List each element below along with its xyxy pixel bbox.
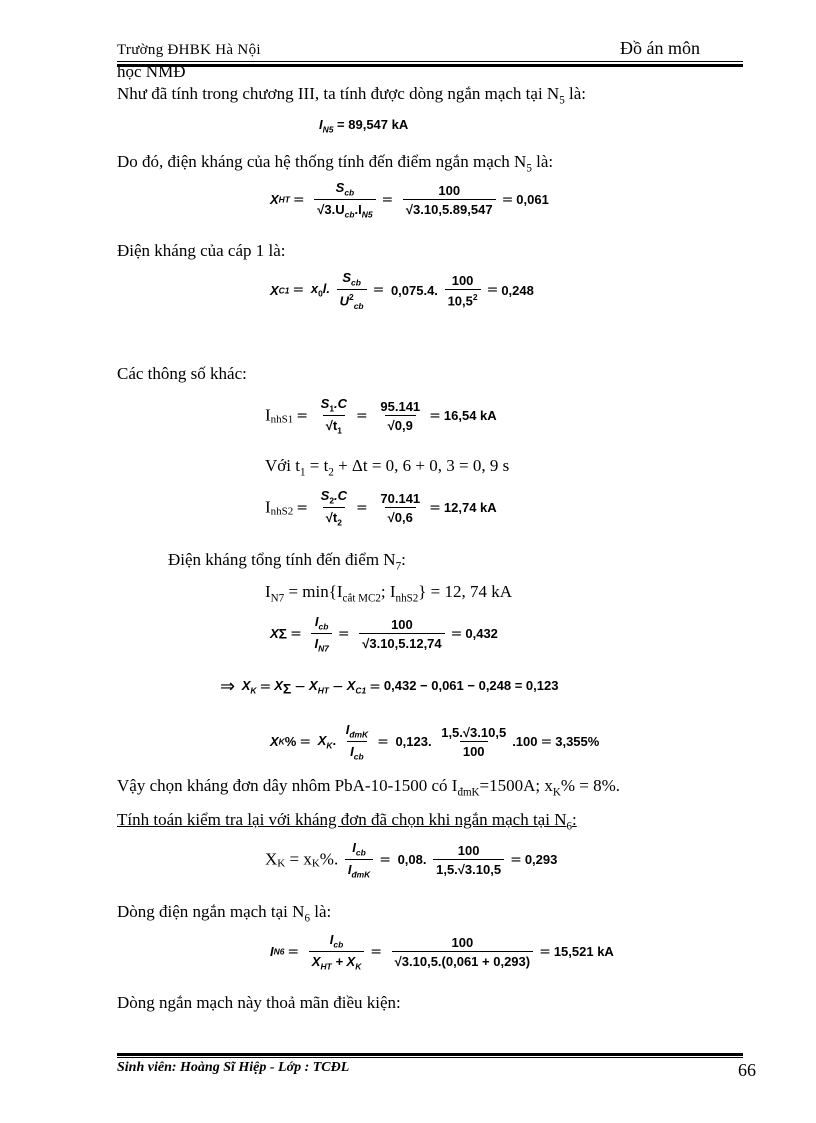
header-course: Đồ án môn	[620, 38, 700, 58]
paragraph-3: Điện kháng của cáp 1 là:	[117, 241, 286, 260]
equation-xc1: $XC1 = x_0l$. $\frac{S_{cb}}{U^2_{cb}}$ = 0,075.4. $\frac{100}{10,5^2}$ = 0,248	[270, 270, 534, 311]
equation-inhs2: $I_{nhS2}$ = $\frac{S_2.C}{√t_2}$ = $\frac{70.141}{√0,6}$ = 12,74 kA	[265, 488, 497, 528]
equation-xk-percent: $XK\% = X_K$. $\frac{I_{đmK}}{I_{cb}}$ = 0,123. $\frac{1,5.√3.10,5}{100}$ .100 = 3,355%	[270, 722, 600, 762]
footer-rule-bottom	[117, 1057, 743, 1058]
equation-in5: $I_{N5} = 89,547$ kA	[319, 117, 409, 135]
paragraph-4: Các thông số khác:	[117, 364, 247, 383]
footer-student: Sinh viên: Hoàng Sĩ Hiệp - Lớp : TCĐL	[117, 1060, 350, 1075]
header-rule-top	[117, 61, 743, 62]
header-school: Trường ĐHBK Hà Nội	[117, 42, 261, 58]
paragraph-6: Vậy chọn kháng đơn dây nhôm PbA-10-1500 có $I_{đmK}=1500A$; $x_K\% = 8\%$.	[117, 776, 621, 799]
footer-rule-top	[117, 1053, 743, 1056]
time-line: Với $t_1 = t_2 + \Delta t = 0$, 6 + 0, 3 = 0, 9 s	[265, 456, 510, 479]
paragraph-8: Dòng điện ngắn mạch tại $N_6$ là:	[117, 902, 332, 925]
equation-xk: ⇒ $X_K = X_\Sigma - X_{HT} - X_{C1} = 0,432 - 0,061 - 0,248 = 0,123$	[220, 676, 559, 697]
equation-xht: XHT = $\frac{S_{cb}}{√3.U_{cb}.I_{N5}}$ = $\frac{100}{√3.10,5.89,547}$ = 0,061	[270, 180, 549, 220]
header-rule-bottom	[117, 64, 743, 67]
equation-inhs1: $I_{nhS1}$ = $\frac{S_1.C}{√t_1}$ = $\frac{95.141}{√0,9}$ = 16,54 kA	[265, 396, 497, 436]
equation-xsigma: XΣ = $\frac{I_{cb}}{I_{N7}}$ = $\frac{100}{√3.10,5.12,74}$ = 0,432	[270, 614, 498, 654]
header-course-cont: học NMĐ	[117, 62, 186, 81]
paragraph-5: Điện kháng tổng tính đến điểm $N_7$:	[168, 550, 406, 573]
paragraph-2: Do đó, điện kháng của hệ thống tính đến điểm ngắn mạch $N_5$ là:	[117, 152, 554, 175]
paragraph-1: Như đã tính trong chương III, ta tính được dòng ngắn mạch tại $N_5$ là:	[117, 84, 586, 107]
page-number: 66	[738, 1060, 756, 1080]
in7-line: $I_{N7} = \min\{I_{cắt MC2}$; $I_{nhS2}\} = 12$, 74 kA	[265, 582, 513, 605]
paragraph-7: Tính toán kiểm tra lại với kháng đơn đã chọn khi ngắn mạch tại $N_6$:	[117, 810, 577, 833]
equation-xk-check: $X_K = x_K\%$. $\frac{I_{cb}}{I_{đmK}}$ = 0,08. $\frac{100}{1,5.√3.10,5}$ = 0,293	[265, 840, 558, 880]
equation-in6: IN6 = $\frac{I_{cb}}{X_{HT} + X_K}$ = $\frac{100}{√3.10,5.(0,061 + 0,293)}$ = 15,521 kA	[270, 932, 614, 972]
paragraph-9: Dòng ngắn mạch này thoả mãn điều kiện:	[117, 993, 401, 1012]
